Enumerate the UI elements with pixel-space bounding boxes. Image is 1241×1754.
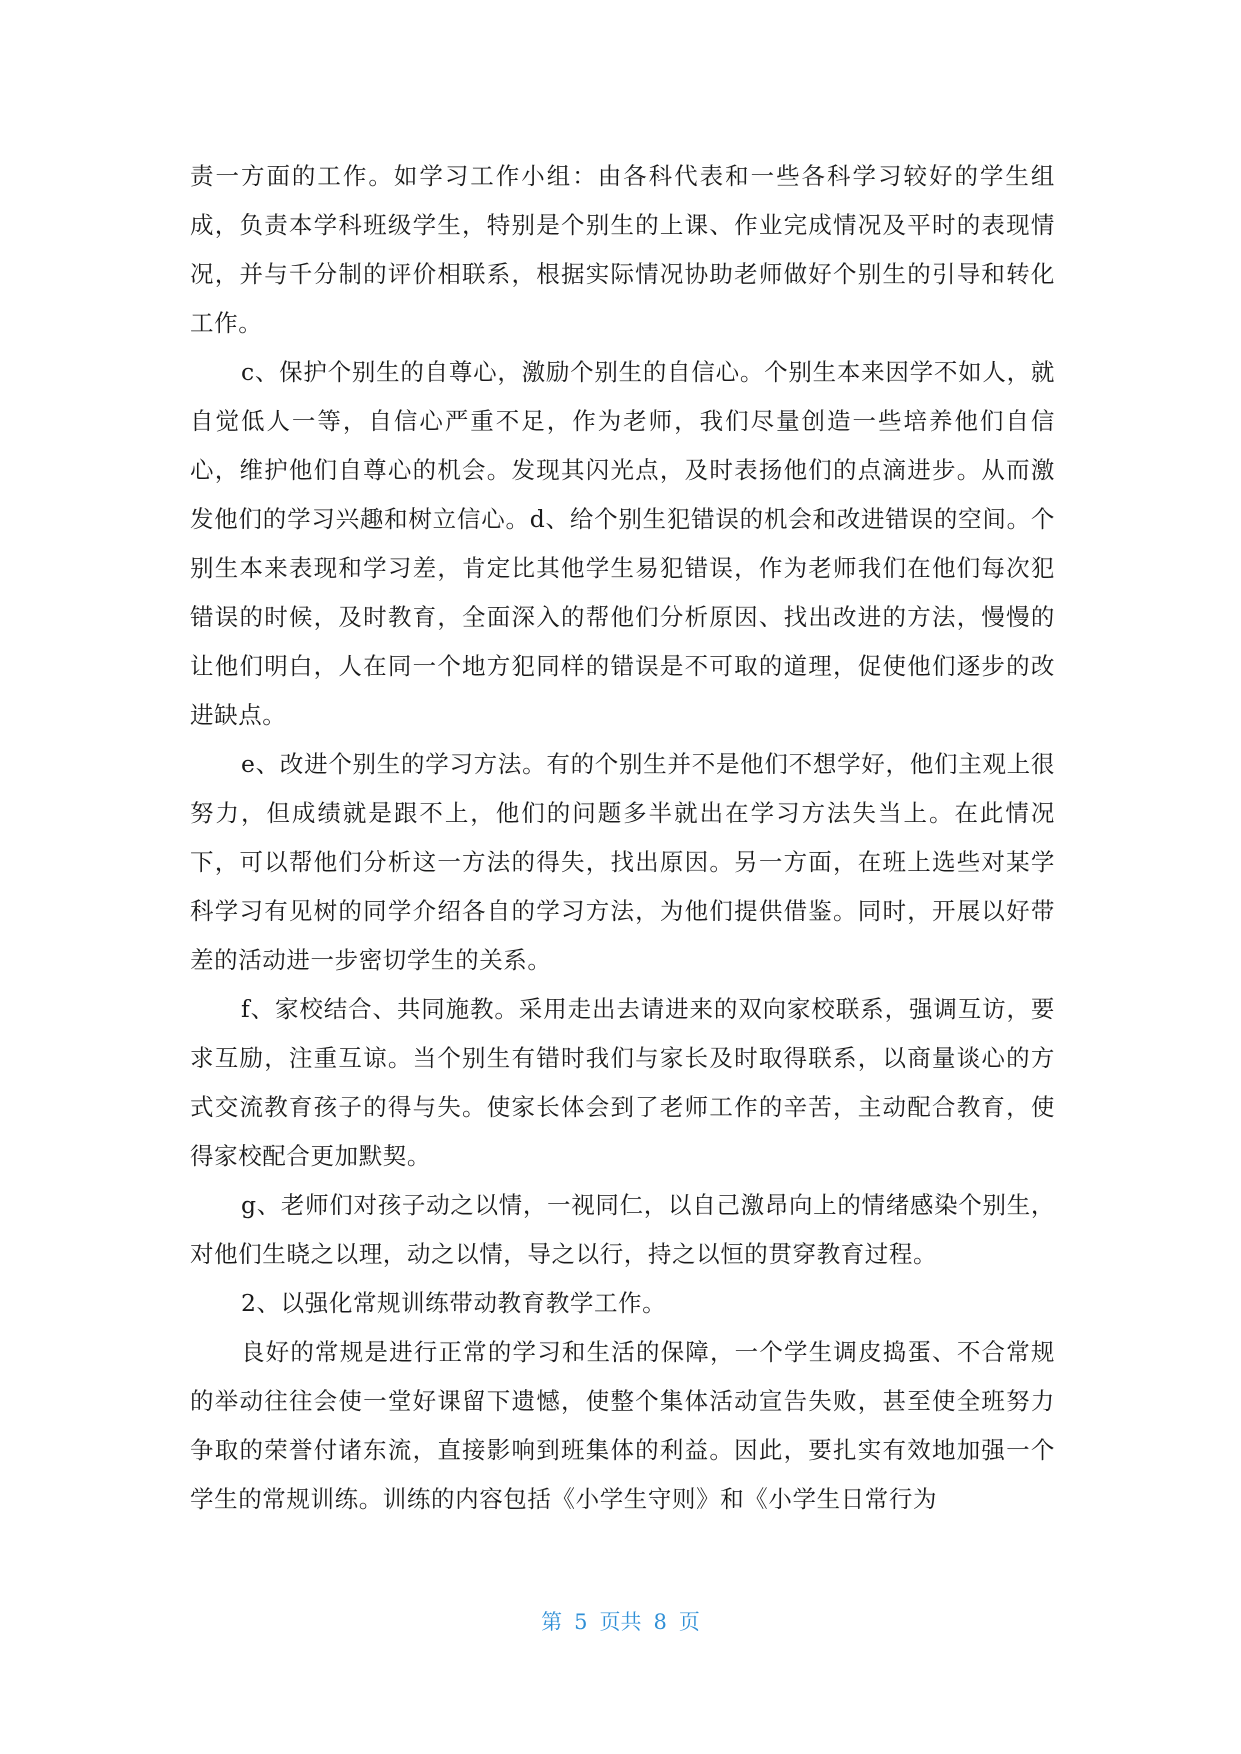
paragraph-6: 2、以强化常规训练带动教育教学工作。 (241, 1289, 667, 1317)
footer-total-pages: 8 (653, 1610, 667, 1634)
footer-prefix: 第 (541, 1610, 563, 1634)
footer-suffix: 页 (678, 1610, 700, 1634)
document-body (190, 152, 1055, 1524)
paragraph-3: e、改进个别生的学习方法。有的个别生并不是他们不想学好，他们主观上很努力，但成绩就是跟不上，他们的问题多半就出在学习方法失当上。在此情况下，可以帮他们分析这一方法的得失，找出原因。另一方面，在班上选些对某学科学习有见树的同学介绍各自的学习方法，为他们提供借鉴。同时，开展以好带差的活动进一步密切学生的关系。 (190, 750, 1055, 974)
footer-current-page: 5 (574, 1610, 588, 1634)
footer-middle: 页共 (599, 1610, 642, 1634)
paragraph-1: 责一方面的工作。如学习工作小组：由各科代表和一些各科学习较好的学生组成，负责本学科班级学生，特别是个别生的上课、作业完成情况及平时的表现情况，并与千分制的评价相联系，根据实际情况协助老师做好个别生的引导和转化工作。 (190, 162, 1055, 337)
paragraph-7: 良好的常规是进行正常的学习和生活的保障，一个学生调皮捣蛋、不合常规的举动往往会使一堂好课留下遗憾，使整个集体活动宣告失败，甚至使全班努力争取的荣誉付诸东流，直接影响到班集体的利益。因此，要扎实有效地加强一个学生的常规训练。训练的内容包括《小学生守则》和《小学生日常行为 (190, 1338, 1055, 1513)
paragraph-5: g、老师们对孩子动之以情，一视同仁，以自己激昂向上的情绪感染个别生，对他们生晓之以理，动之以情，导之以行，持之以恒的贯穿教育过程。 (190, 1191, 1055, 1268)
paragraph-2: c、保护个别生的自尊心，激励个别生的自信心。个别生本来因学不如人，就自觉低人一等，自信心严重不足，作为老师，我们尽量创造一些培养他们自信心，维护他们自尊心的机会。发现其闪光点，及时表扬他们的点滴进步。从而激发他们的学习兴趣和树立信心。d、给个别生犯错误的机会和改进错误的空间。个别生本来表现和学习差，肯定比其他学生易犯错误，作为老师我们在他们每次犯错误的时候，及时教育，全面深入的帮他们分析原因、找出改进的方法，慢慢的让他们明白，人在同一个地方犯同样的错误是不可取的道理，促使他们逐步的改进缺点。 (190, 358, 1055, 729)
paragraph-4: f、家校结合、共同施教。采用走出去请进来的双向家校联系，强调互访，要求互励，注重互谅。当个别生有错时我们与家长及时取得联系，以商量谈心的方式交流教育孩子的得与失。使家长体会到了老师工作的辛苦，主动配合教育，使得家校配合更加默契。 (190, 995, 1055, 1170)
page-footer (0, 1606, 1241, 1636)
